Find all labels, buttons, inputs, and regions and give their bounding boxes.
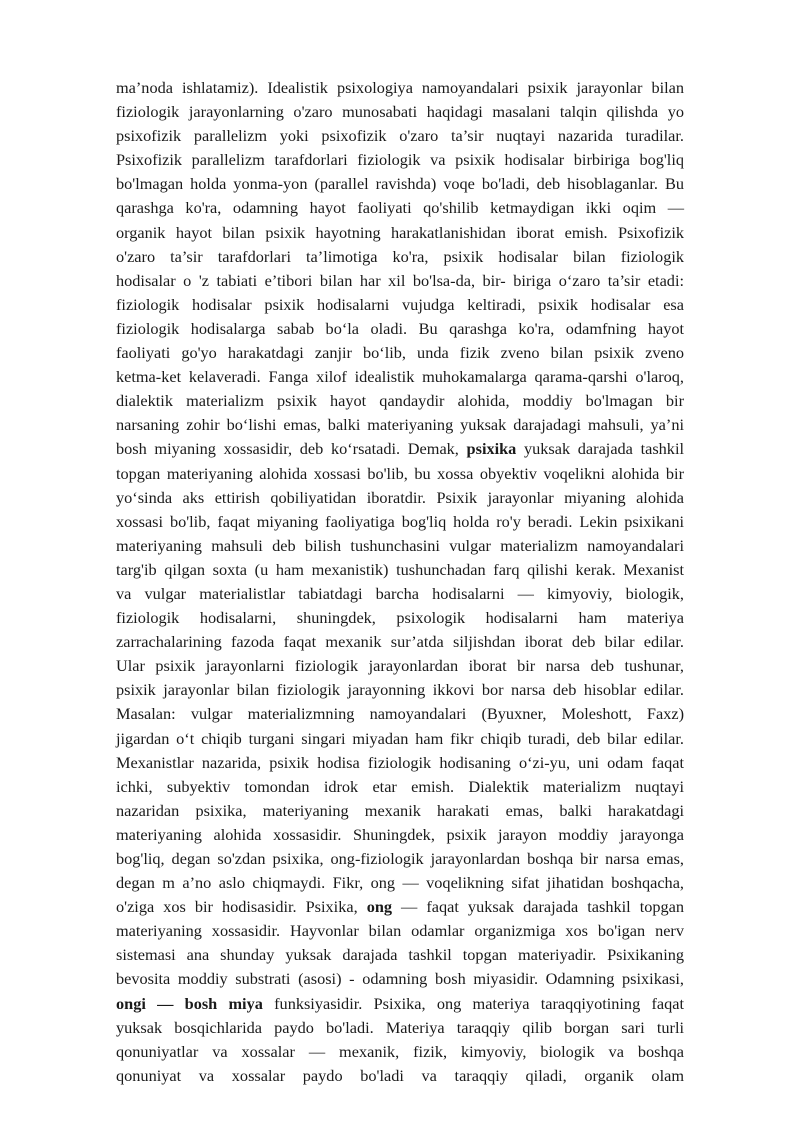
text-run: Ular psixik jarayonlarni fiziologik jarayonlardan iborat bir narsa deb tushunar, <box>116 656 684 676</box>
text-run: dialektik materializm psixik hayot qandaydir alohida, moddiy bo'lmagan bir <box>116 391 684 411</box>
text-line <box>116 823 684 847</box>
text-run: materiyaning xossasidir. Hayvonlar bilan odamlar organizmiga xos bo'igan nerv <box>116 921 684 941</box>
text-line <box>116 148 684 172</box>
text-line <box>116 702 684 726</box>
bold-term: ongi — bosh miya <box>116 993 263 1013</box>
text-run: qonuniyatlar va xossalar — mexanik, fizik, kimyoviy, biologik va boshqa <box>116 1041 684 1061</box>
text-run: organik hayot bilan psixik hayotning harakatlanishidan iborat emish. Psixofizik <box>116 222 684 242</box>
text-run: topgan materiyaning alohida xossasi bo'lib, bu xossa obyektiv voqelikni alohida bir <box>116 463 684 483</box>
text-run: degan m a’no aslo chiqmaydi. Fikr, ong — voqelikning sifat jihatidan boshqacha, <box>116 873 684 893</box>
text-run: fiziologik jarayonlarning o'zaro munosabati haqidagi masalani talqin qilishda yo <box>116 102 684 122</box>
text-run: bosh miyaning xossasidir, deb ko‘rsatadi. Demak, <box>116 439 467 459</box>
text-run: psixofizik parallelizm yoki psixofizik o'zaro ta’sir nuqtayi nazarida turadilar. <box>116 126 684 146</box>
text-line <box>116 751 684 775</box>
text-run: Psixofizik parallelizm tarafdorlari fiziologik va psixik hodisalar birbiriga bog'liq <box>116 150 684 170</box>
text-line <box>116 1040 684 1064</box>
text-run: ketma-ket kelaveradi. Fanga xilof idealistik muhokamalarga qarama-qarshi o'laroq, <box>116 367 684 387</box>
text-run: Masalan: vulgar materializmning namoyandalari (Byuxner, Moleshott, Faxz) <box>116 704 684 724</box>
text-line <box>116 558 684 582</box>
text-run: nazaridan psixika, materiyaning mexanik harakati emas, balki harakatdagi <box>116 800 684 820</box>
text-run: bevosita moddiy substrati (asosi) - odamning bosh miyasidir. Odamning psixikasi, <box>116 969 684 989</box>
text-run: yo‘sinda aks ettirish qobiliyatidan iboratdir. Psixik jarayonlar miyaning alohida <box>116 487 684 507</box>
text-line <box>116 437 684 461</box>
text-run: Mexanistlar nazarida, psixik hodisa fiziologik hodisaning o‘zi-yu, uni odam faqat <box>116 752 684 772</box>
text-line <box>116 245 684 269</box>
body-text <box>116 76 684 1088</box>
text-line <box>116 293 684 317</box>
text-run: o'zaro ta’sir tarafdorlari ta’limotiga ko'ra, psixik hodisalar bilan fiziologik <box>116 246 684 266</box>
text-line <box>116 727 684 751</box>
text-line <box>116 871 684 895</box>
text-line <box>116 534 684 558</box>
text-run: faoliyati go'yo harakatdagi zanjir bo‘lib, unda fizik zveno bilan psixik zveno <box>116 343 684 363</box>
text-run: bo'lmagan holda yonma-yon (parallel ravishda) voqe bo'ladi, deb hisoblaganlar. Bu <box>116 174 684 194</box>
text-line <box>116 76 684 100</box>
text-line <box>116 775 684 799</box>
text-line <box>116 895 684 919</box>
text-run: yuksak darajada tashkil <box>516 439 684 459</box>
text-line <box>116 510 684 534</box>
text-run: zarrachalarining fazoda faqat mexanik sur’atda siljishdan iborat deb bilar edilar. <box>116 632 684 652</box>
text-run: fiziologik hodisalar psixik hodisalarni vujudga keltiradi, psixik hodisalar esa <box>116 294 684 314</box>
text-line <box>116 389 684 413</box>
text-line <box>116 606 684 630</box>
bold-term: ong <box>366 897 393 917</box>
text-line <box>116 992 684 1016</box>
text-run: ichki, subyektiv tomondan idrok etar emish. Dialektik materializm nuqtayi <box>116 776 684 796</box>
text-line <box>116 678 684 702</box>
text-line <box>116 317 684 341</box>
text-run: funksiyasidir. Psixika, ong materiya taraqqiyotining faqat <box>262 993 685 1013</box>
text-line <box>116 269 684 293</box>
text-line <box>116 630 684 654</box>
text-run: targ'ib qilgan soxta (u ham mexanistik) tushunchadan farq qilishi kerak. Mexanist <box>116 559 684 579</box>
text-run: qonuniyat va xossalar paydo bo'ladi va taraqqiy qiladi, organik olam <box>116 1065 684 1085</box>
text-line <box>116 413 684 437</box>
text-line <box>116 486 684 510</box>
text-run: yuksak bosqichlarida paydo bo'ladi. Materiya taraqqiy qilib borgan sari turli <box>116 1017 684 1037</box>
text-run: sistemasi ana shunday yuksak darajada tashkil topgan materiyadir. Psixikaning <box>116 945 684 965</box>
text-line <box>116 654 684 678</box>
text-run: fiziologik hodisalarga sabab bo‘la oladi. Bu qarashga ko'ra, odamfning hayot <box>116 318 684 338</box>
text-run: xossasi bo'lib, faqat miyaning faoliyatiga bog'liq holda ro'y beradi. Lekin psixikani <box>116 511 684 531</box>
text-run: hodisalar o 'z tabiati e’tibori bilan har xil bo'lsa-da, bir- biriga o‘zaro ta’sir etadi: <box>116 270 684 290</box>
text-line <box>116 799 684 823</box>
text-line <box>116 967 684 991</box>
text-line <box>116 1064 684 1088</box>
text-run: materiyaning alohida xossasidir. Shuningdek, psixik jarayon moddiy jarayonga <box>116 824 684 844</box>
text-line <box>116 847 684 871</box>
text-run: fiziologik hodisalarni, shuningdek, psixologik hodisalarni ham materiya <box>116 608 684 628</box>
text-run: psixik jarayonlar bilan fiziologik jarayonning ikkovi bor narsa deb hisoblar edilar. <box>116 680 684 700</box>
text-line <box>116 196 684 220</box>
text-line <box>116 582 684 606</box>
text-run: va vulgar materialistlar tabiatdagi barcha hodisalarni — kimyoviy, biologik, <box>116 583 684 603</box>
text-line <box>116 943 684 967</box>
text-line <box>116 100 684 124</box>
text-run: o'ziga xos bir hodisasidir. Psixika, <box>116 897 367 917</box>
text-run: — faqat yuksak darajada tashkil topgan <box>392 897 685 917</box>
text-run: jigardan o‘t chiqib turgani singari miyadan ham fikr chiqib turadi, deb bilar edilar. <box>116 728 684 748</box>
text-line <box>116 365 684 389</box>
text-line <box>116 462 684 486</box>
text-run: materiyaning mahsuli deb bilish tushunchasini vulgar materializm namoyandalari <box>116 535 684 555</box>
text-line <box>116 124 684 148</box>
text-line <box>116 919 684 943</box>
text-line <box>116 221 684 245</box>
text-line <box>116 172 684 196</box>
text-line <box>116 1016 684 1040</box>
bold-term: psixika <box>466 439 517 459</box>
text-run: bog'liq, degan so'zdan psixika, ong-fiziologik jarayonlardan boshqa bir narsa emas, <box>116 849 684 868</box>
text-line <box>116 341 684 365</box>
text-run: ma’noda ishlatamiz). Idealistik psixologiya namoyandalari psixik jarayonlar bilan <box>116 78 684 97</box>
text-run: qarashga ko'ra, odamning hayot faoliyati qo'shilib ketmaydigan ikki oqim — <box>116 198 684 218</box>
text-run: narsaning zohir bo‘lishi emas, balki materiyaning yuksak darajadagi mahsuli, ya’ni <box>116 415 684 435</box>
